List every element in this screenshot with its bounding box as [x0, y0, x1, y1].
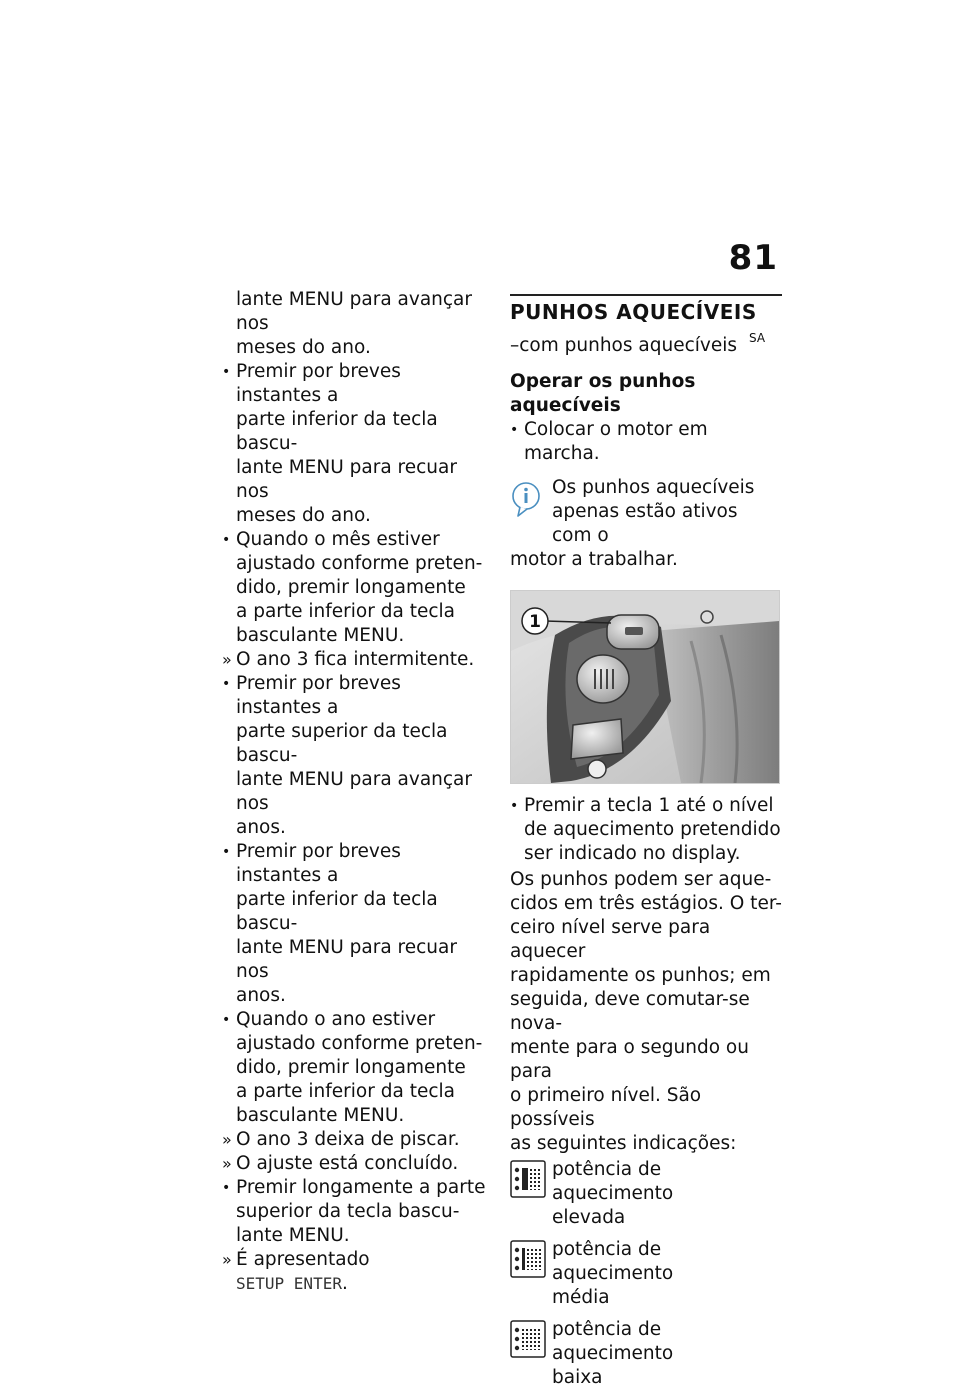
note-line: motor a trabalhar.	[510, 549, 678, 570]
text-line: meses do ano.	[236, 505, 371, 526]
list-item	[214, 1128, 490, 1152]
note-line: apenas estão ativos com o	[552, 501, 738, 546]
bullet-mark: •	[222, 1012, 231, 1028]
text-line: Quando o ano estiver	[236, 1009, 436, 1030]
result-mark: »	[222, 1250, 232, 1269]
list-item	[214, 672, 490, 840]
display-text: SETUP ENTER	[236, 1274, 342, 1293]
bullet-mark: •	[222, 676, 231, 692]
list-item	[214, 1176, 490, 1248]
info-note	[510, 476, 782, 572]
equipment-line	[510, 326, 782, 358]
text-line: rapidamente os punhos; em	[510, 965, 771, 986]
list-item	[510, 418, 782, 466]
text-line: O ano 3 deixa de piscar.	[236, 1129, 460, 1150]
list-item	[510, 794, 782, 866]
left-column	[214, 288, 490, 1296]
display-text-line	[236, 1272, 490, 1296]
bullet-mark: •	[510, 422, 519, 438]
section-title: PUNHOS AQUECÍVEIS	[510, 300, 757, 324]
text-line: ajustado conforme preten-	[236, 1033, 483, 1054]
text-line: O ajuste está concluído.	[236, 1153, 459, 1174]
text-line: Premir por breves instantes a	[236, 841, 401, 886]
result-mark: »	[222, 1130, 232, 1149]
text-line: lante MENU para recuar nos	[236, 937, 457, 982]
text-line: de aquecimento pretendido	[524, 819, 781, 840]
text-line: a parte inferior da tecla	[236, 1081, 455, 1102]
result-mark: »	[222, 1154, 232, 1173]
indication-high	[510, 1158, 782, 1230]
handlebar-switch-photo	[510, 590, 780, 784]
text-line: Os punhos podem ser aque-	[510, 869, 772, 890]
bullet-mark: •	[222, 1180, 231, 1196]
indication-text: média	[552, 1287, 610, 1308]
text-line: o primeiro nível. São possíveis	[510, 1085, 702, 1130]
indication-low	[510, 1318, 782, 1390]
text-line: lante MENU.	[236, 1225, 350, 1246]
text-line: É apresentado	[236, 1249, 370, 1270]
list-item	[214, 288, 490, 360]
text-line: ajustado conforme preten-	[236, 553, 483, 574]
bullet-mark: •	[222, 532, 231, 548]
list-item	[214, 528, 490, 648]
text-line: anos.	[236, 817, 286, 838]
text-line: seguida, deve comutar-se nova-	[510, 989, 750, 1034]
text-line: parte superior da tecla bascu-	[236, 721, 448, 766]
bullet-mark: •	[222, 364, 231, 380]
indication-text: potência de aquecimento	[552, 1319, 674, 1364]
text-line: Premir por breves instantes a	[236, 361, 401, 406]
paragraph	[510, 868, 782, 1156]
text-line: Quando o mês estiver	[236, 529, 440, 550]
text-line: parte inferior da tecla bascu-	[236, 409, 438, 454]
indication-medium	[510, 1238, 782, 1310]
text-line: O ano 3 fica intermitente.	[236, 649, 475, 670]
note-line: Os punhos aquecíveis	[552, 477, 755, 498]
text-line: meses do ano.	[236, 337, 371, 358]
display-text-suffix: .	[341, 1273, 348, 1294]
text-line: anos.	[236, 985, 286, 1006]
text-line: a parte inferior da tecla	[236, 601, 455, 622]
text-line: Premir longamente a parte	[236, 1177, 486, 1198]
bullet-mark: •	[222, 844, 231, 860]
page-number: 81	[728, 238, 778, 278]
heating-low-icon	[510, 1320, 546, 1358]
list-item	[214, 360, 490, 528]
text-line: basculante MENU.	[236, 1105, 405, 1126]
result-mark: »	[222, 650, 232, 669]
heating-medium-icon	[510, 1240, 546, 1278]
text-line: Colocar o motor em marcha.	[524, 419, 708, 464]
text-line: Premir a tecla 1 até o nível	[524, 795, 774, 816]
info-icon	[510, 480, 542, 520]
text-line: ser indicado no display.	[524, 843, 741, 864]
text-line: superior da tecla bascu-	[236, 1201, 460, 1222]
list-item	[214, 648, 490, 672]
list-item	[214, 1008, 490, 1128]
list-item	[214, 840, 490, 1008]
section-divider	[510, 294, 782, 296]
heating-high-icon	[510, 1160, 546, 1198]
indication-text: elevada	[552, 1207, 626, 1228]
list-item	[214, 1248, 490, 1296]
subheading: Operar os punhos aquecíveis	[510, 371, 696, 416]
indication-text: potência de aquecimento	[552, 1239, 674, 1284]
text-line: ceiro nível serve para aquecer	[510, 917, 711, 962]
text-line: Premir por breves instantes a	[236, 673, 401, 718]
text-line: mente para o segundo ou para	[510, 1037, 749, 1082]
bullet-mark: •	[510, 798, 519, 814]
equipment-code: SA	[749, 331, 766, 345]
text-line: basculante MENU.	[236, 625, 405, 646]
text-line: lante MENU para recuar nos	[236, 457, 457, 502]
indication-text: baixa	[552, 1367, 603, 1388]
equipment-text: –com punhos aquecíveis	[510, 335, 738, 356]
text-line: dido, premir longamente	[236, 1057, 466, 1078]
list-item	[214, 1152, 490, 1176]
handlebar-switch-illustration	[511, 591, 779, 783]
text-line: as seguintes indicações:	[510, 1133, 737, 1154]
right-column	[510, 288, 782, 1390]
text-line: lante MENU para avançar nos	[236, 769, 472, 814]
indication-text: potência de aquecimento	[552, 1159, 674, 1204]
text-line: parte inferior da tecla bascu-	[236, 889, 438, 934]
text-line: lante MENU para avançar nos	[236, 289, 472, 334]
photo-callout-label: 1	[529, 612, 541, 632]
text-line: cidos em três estágios. O ter-	[510, 893, 782, 914]
text-line: dido, premir longamente	[236, 577, 466, 598]
